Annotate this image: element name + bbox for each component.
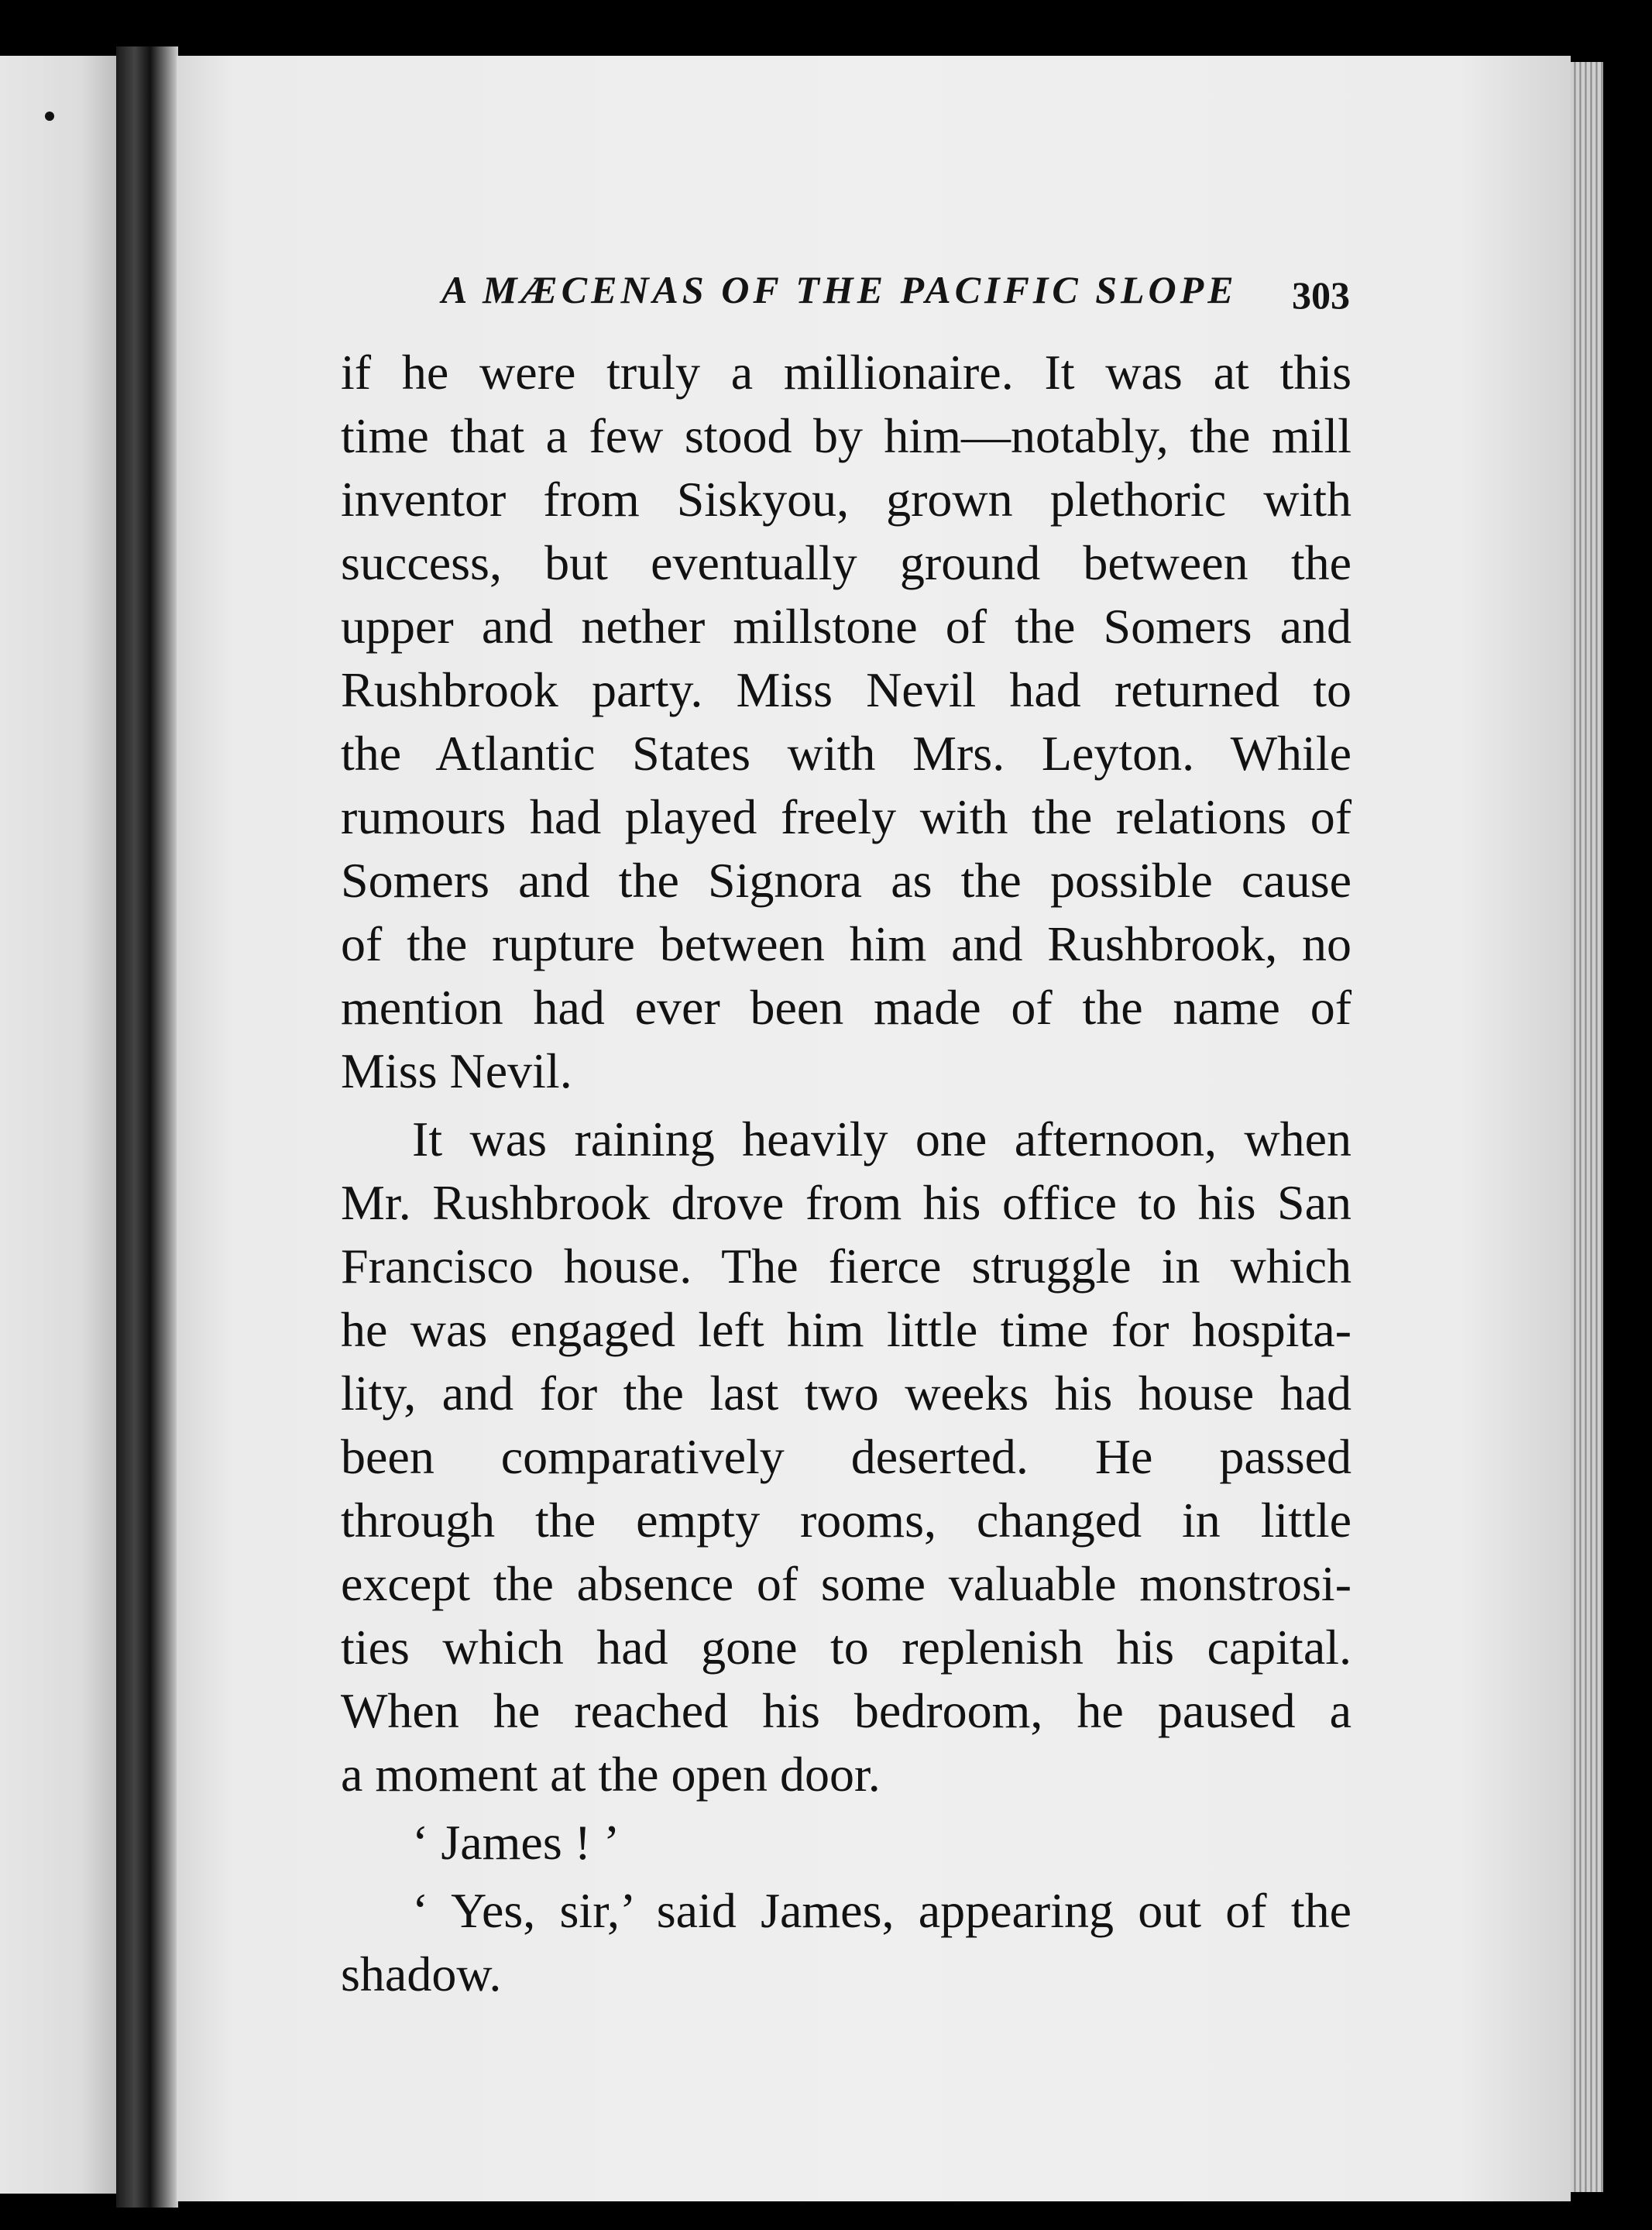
text-line: a moment at the open door.: [341, 1747, 881, 1802]
left-facing-page: [0, 56, 116, 2194]
text-line: been comparatively deserted. He passed: [341, 1429, 1351, 1484]
text-line: Mr. Rushbrook drove from his office to his San: [341, 1175, 1351, 1230]
text-line: of the rupture between him and Rushbrook, no: [341, 916, 1351, 971]
paragraph: [341, 1879, 1351, 2006]
book-gutter: [116, 46, 178, 2208]
text-line: if he were truly a millionaire. It was at this: [341, 345, 1351, 400]
text-line: Rushbrook party. Miss Nevil had returned to: [341, 662, 1351, 717]
text-line: It was raining heavily one afternoon, when: [412, 1112, 1351, 1167]
text-line: the Atlantic States with Mrs. Leyton. While: [341, 726, 1351, 781]
text-line: ‘ Yes, sir,’ said James, appearing out of the: [412, 1883, 1351, 1938]
text-line: except the absence of some valuable monstrosi-: [341, 1556, 1351, 1611]
page-stack-edge: [1571, 62, 1603, 2192]
text-line: mention had ever been made of the name of: [341, 980, 1351, 1035]
running-head: A MÆCENAS OF THE PACIFIC SLOPE: [441, 268, 1238, 311]
text-line: shadow.: [341, 1947, 502, 2002]
text-line: Miss Nevil.: [341, 1043, 572, 1098]
text-line: time that a few stood by him—notably, the mill: [341, 408, 1351, 463]
text-line: lity, and for the last two weeks his house had: [341, 1366, 1351, 1421]
text-line: When he reached his bedroom, he paused a: [341, 1683, 1351, 1738]
body-text: [341, 341, 1351, 2006]
text-line: Somers and the Signora as the possible cause: [341, 853, 1351, 908]
text-line: rumours had played freely with the relations of: [341, 789, 1351, 844]
text-line: Francisco house. The fierce struggle in which: [341, 1239, 1351, 1294]
paragraph: [341, 1811, 1351, 1874]
text-line: through the empty rooms, changed in little: [341, 1493, 1351, 1548]
text-line: he was engaged left him little time for hospita-: [341, 1302, 1351, 1357]
text-line: success, but eventually ground between the: [341, 535, 1351, 590]
text-line: ties which had gone to replenish his capital.: [341, 1620, 1351, 1675]
text-line: upper and nether millstone of the Somers and: [341, 599, 1351, 654]
paragraph: [341, 341, 1351, 1103]
paper-speck: [45, 112, 54, 121]
paragraph: [341, 1108, 1351, 1806]
text-line: ‘ James ! ’: [412, 1815, 620, 1870]
page-number: 303: [1292, 273, 1350, 317]
text-line: inventor from Siskyou, grown plethoric with: [341, 472, 1351, 527]
